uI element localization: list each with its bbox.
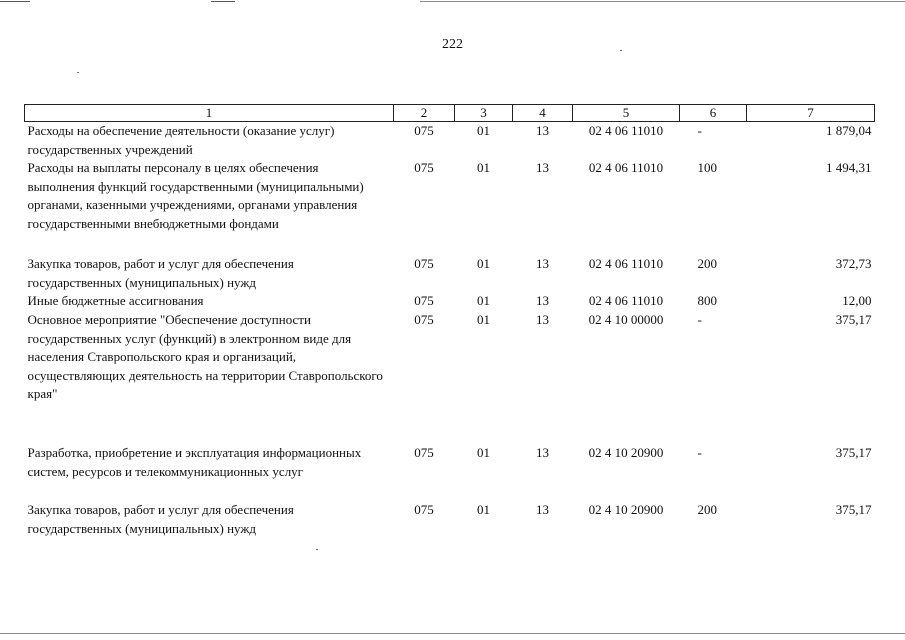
row-subsection-code: 13 bbox=[536, 312, 549, 327]
row-section-code: 01 bbox=[477, 160, 490, 175]
row-section-code: 01 bbox=[477, 502, 490, 517]
row-target-code: 02 4 10 20900 bbox=[588, 502, 664, 517]
row-name: Расходы на обеспечение деятельности (оказание услуг) государственных учреждений bbox=[27, 123, 335, 157]
row-expense-type: 200 bbox=[697, 502, 717, 517]
scan-line-top-right bbox=[420, 1, 905, 2]
row-section-code: 01 bbox=[477, 293, 490, 308]
row-amount: 1 494,31 bbox=[826, 160, 872, 175]
table-row bbox=[25, 292, 875, 311]
column-header-4: 4 bbox=[513, 105, 573, 122]
row-section-code: 01 bbox=[477, 312, 490, 327]
row-target-code: 02 4 06 11010 bbox=[588, 160, 664, 175]
row-ministry-code: 075 bbox=[414, 160, 434, 175]
row-target-code: 02 4 10 20900 bbox=[588, 445, 664, 460]
row-expense-type: 100 bbox=[697, 160, 717, 175]
row-expense-type: - bbox=[697, 312, 702, 327]
table-row bbox=[25, 159, 875, 255]
row-section-code: 01 bbox=[477, 445, 490, 460]
table-row bbox=[25, 311, 875, 444]
row-section-code: 01 bbox=[477, 123, 490, 138]
table-row bbox=[25, 501, 875, 538]
scan-speck bbox=[316, 549, 318, 550]
row-name: Иные бюджетные ассигнования bbox=[27, 293, 204, 308]
row-target-code: 02 4 10 00000 bbox=[588, 312, 664, 327]
table-header-row bbox=[25, 105, 875, 122]
row-ministry-code: 075 bbox=[414, 445, 434, 460]
row-expense-type: - bbox=[697, 445, 702, 460]
scan-line-top-mid bbox=[211, 1, 235, 2]
row-name: Закупка товаров, работ и услуг для обеспечения государственных (муниципальных) нужд bbox=[27, 256, 294, 290]
row-expense-type: - bbox=[697, 123, 702, 138]
scan-line-top-left bbox=[0, 1, 30, 2]
row-subsection-code: 13 bbox=[536, 123, 549, 138]
column-header-1: 1 bbox=[25, 105, 394, 122]
table-row bbox=[25, 444, 875, 501]
row-ministry-code: 075 bbox=[414, 502, 434, 517]
row-amount: 375,17 bbox=[835, 312, 872, 327]
row-expense-type: 200 bbox=[697, 256, 717, 271]
row-name: Разработка, приобретение и эксплуатация информационных систем, ресурсов и телекоммуникационных услуг bbox=[27, 445, 362, 479]
table-row bbox=[25, 255, 875, 292]
row-ministry-code: 075 bbox=[414, 256, 434, 271]
row-amount: 1 879,04 bbox=[826, 123, 872, 138]
scan-line-bottom bbox=[0, 633, 905, 634]
row-amount: 372,73 bbox=[835, 256, 872, 271]
row-name: Расходы на выплаты персоналу в целях обеспечения выполнения функций государственными (муниципальными) органами, казенными учреждениями, органами управления государственными внебюджетными фондами bbox=[27, 160, 364, 231]
page-number: 222 bbox=[442, 37, 463, 52]
row-ministry-code: 075 bbox=[414, 312, 434, 327]
row-expense-type: 800 bbox=[697, 293, 717, 308]
row-target-code: 02 4 06 11010 bbox=[588, 256, 664, 271]
column-header-2: 2 bbox=[394, 105, 455, 122]
row-section-code: 01 bbox=[477, 256, 490, 271]
column-header-6: 6 bbox=[680, 105, 747, 122]
row-subsection-code: 13 bbox=[536, 502, 549, 517]
budget-table bbox=[24, 104, 875, 538]
row-subsection-code: 13 bbox=[536, 445, 549, 460]
row-target-code: 02 4 06 11010 bbox=[588, 123, 664, 138]
row-ministry-code: 075 bbox=[414, 293, 434, 308]
row-ministry-code: 075 bbox=[414, 123, 434, 138]
row-target-code: 02 4 06 11010 bbox=[588, 293, 664, 308]
row-subsection-code: 13 bbox=[536, 160, 549, 175]
row-subsection-code: 13 bbox=[536, 256, 549, 271]
column-header-3: 3 bbox=[455, 105, 513, 122]
column-header-5: 5 bbox=[573, 105, 680, 122]
scan-speck bbox=[77, 72, 79, 73]
row-amount: 12,00 bbox=[842, 293, 872, 308]
row-amount: 375,17 bbox=[835, 502, 872, 517]
row-amount: 375,17 bbox=[835, 445, 872, 460]
table-row bbox=[25, 122, 875, 160]
row-subsection-code: 13 bbox=[536, 293, 549, 308]
row-name: Основное мероприятие "Обеспечение доступности государственных услуг (функций) в электронном виде для населения Ставропольского края и организаций, осуществляющих деятельность на территории Ставропольского края" bbox=[27, 312, 383, 401]
column-header-7: 7 bbox=[747, 105, 875, 122]
row-name: Закупка товаров, работ и услуг для обеспечения государственных (муниципальных) нужд bbox=[27, 502, 294, 536]
